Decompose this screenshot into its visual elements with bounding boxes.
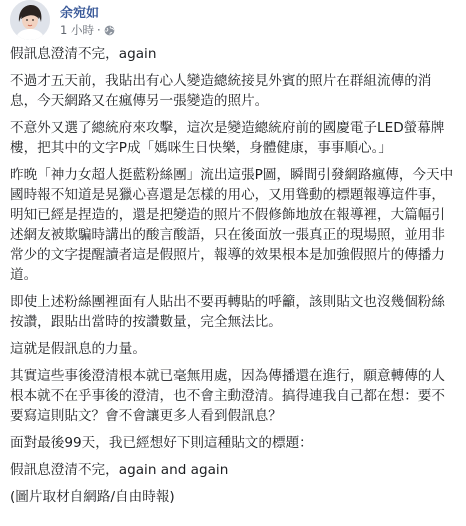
post-timestamp[interactable]: 1 小時	[60, 23, 94, 37]
author-name-link[interactable]: 余宛如	[60, 6, 100, 21]
post-meta	[60, 22, 115, 38]
post-paragraph: (圖片取材自網路/自由時報)	[10, 489, 175, 505]
post-paragraph: 昨晚「神力女超人挺藍粉絲團」流出這張P圖，瞬間引發網路瘋傳，今天中國時報不知道是晃獵心喜還是怎樣的用心，又用聳動的標題報導這件事，明知已經是捏造的，還是把變造的照片不假修飾地放在報導裡，大篇幅引述網友被欺騙時講出的酸言酸語，只在後面放一張真正的現場照，並用非常少的文字提醒讀者這是假照片，報導的效果根本是加強假照片的傳播力道。	[10, 167, 454, 283]
post-paragraph: 不過才五天前，我貼出有心人變造總統接見外賓的照片在群組流傳的消息，今天網路又在瘋傳另一張變造的照片。	[10, 73, 432, 109]
meta-separator: ·	[96, 23, 101, 37]
post-paragraph: 假訊息澄清不完，again and again	[10, 462, 229, 478]
post-body	[10, 44, 456, 514]
post-paragraph: 其實這些事後澄清根本就已毫無用處，因為傳播還在進行，願意轉傳的人根本就不在乎事後的澄清，也不會主動澄清。搞得連我自己都在想：要不要寫這則貼文？會不會讓更多人看到假訊息？	[10, 368, 445, 424]
globe-icon[interactable]	[104, 25, 115, 36]
post-paragraph: 不意外又選了總統府來攻擊，這次是變造總統府前的國慶電子LED螢幕牌樓，把其中的文字P成「媽咪生日快樂，身體健康，事事順心。」	[10, 120, 445, 156]
post-paragraph: 這就是假訊息的力量。	[10, 341, 146, 357]
post-paragraph: 面對最後99天，我已經想好下則這種貼文的標題：	[10, 435, 313, 451]
post-header	[10, 0, 456, 40]
post-paragraph: 即使上述粉絲團裡面有人貼出不要再轉貼的呼籲，該則貼文也沒幾個粉絲按讚，跟貼出當時的按讚數量，完全無法比。	[10, 294, 445, 330]
avatar[interactable]	[10, 0, 50, 40]
post-paragraph: 假訊息澄清不完，again	[10, 46, 157, 62]
